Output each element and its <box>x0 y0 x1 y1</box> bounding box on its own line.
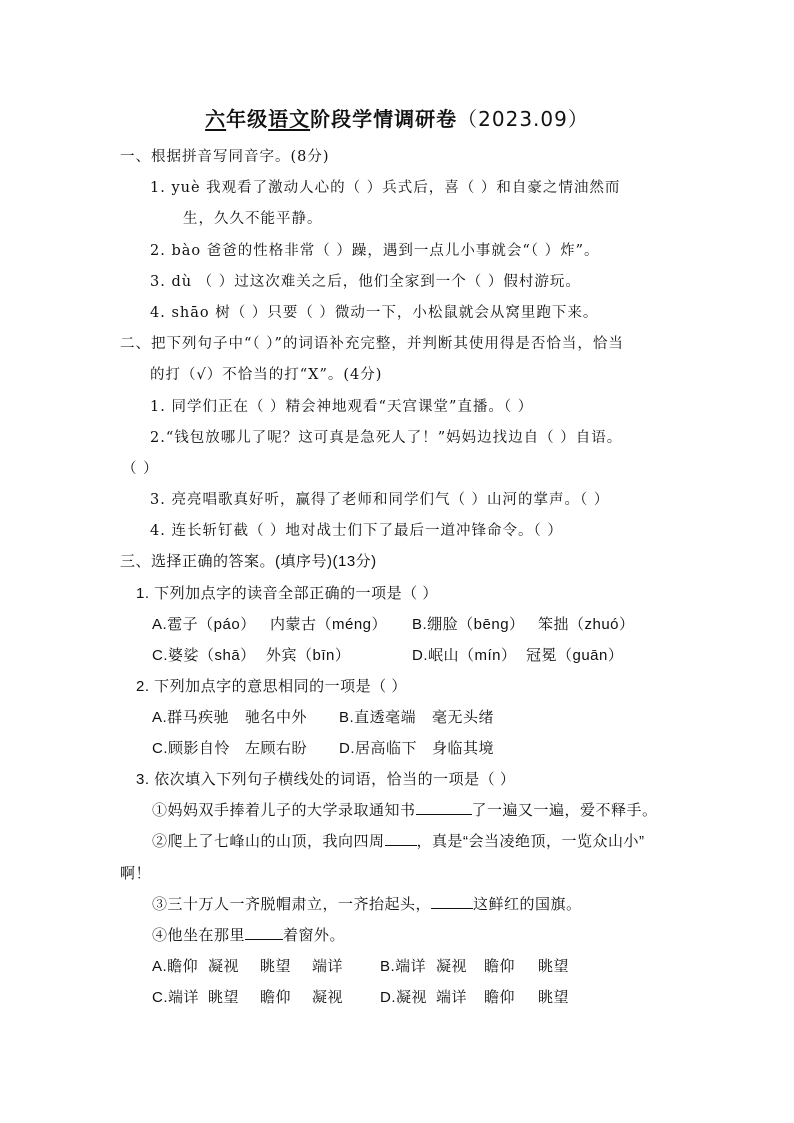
q3-option-a-word3: 眺望 <box>260 958 292 975</box>
q2-option-c-2: 左顾右盼 <box>245 740 308 757</box>
q1-option-c-2: 外宾（bīn） <box>266 647 351 664</box>
q3-option-b-word1: B.端详 <box>380 958 427 975</box>
q3-s4-pre: ④他坐在那里 <box>152 927 246 944</box>
q1-option-d-1: D.岷山（mín） <box>412 647 517 664</box>
section3-q1-row2 <box>152 644 623 665</box>
q2-option-a-1: A.群马疾驰 <box>152 709 230 726</box>
section2-heading-line2: 的打（√）不恰当的打“X”。(4分) <box>150 367 383 383</box>
q1-option-b-2: 笨拙（zhuó） <box>538 616 635 633</box>
q3-s3-pre: ③三十万人一齐脱帽肃立，一齐抬起头， <box>152 896 432 913</box>
q2-option-d-1: D.居高临下 <box>339 740 418 757</box>
q3-option-d-word1: D.凝视 <box>380 989 428 1006</box>
q3-option-a-word1: A.瞻仰 <box>152 958 199 975</box>
q1-option-b-1: B.绷脸（bēng） <box>412 616 525 633</box>
q3-option-b-word3: 瞻仰 <box>484 958 516 975</box>
q3-s4-blank <box>245 924 283 940</box>
q3-option-a-word2: 凝视 <box>208 958 240 975</box>
q3-s2-pre: ②爬上了七峰山的山顶，我向四周 <box>152 833 385 850</box>
q3-s1-post: 了一遍又一遍，爱不释手。 <box>471 802 658 819</box>
q3-s3-post: 这鲜红的国旗。 <box>473 896 582 913</box>
q3-option-a-word4: 端详 <box>312 958 344 975</box>
section3-q3-sentence1 <box>152 799 658 820</box>
q3-option-c-word4: 凝视 <box>312 989 344 1006</box>
title-underlined-subject: 语文 <box>268 107 311 131</box>
section2-q1: 1. 同学们正在（ ）精会神地观看“天宫课堂”直播。（ ） <box>150 399 534 415</box>
section3-q1-stem: 1. 下列加点字的读音全部正确的一项是（ ） <box>136 585 438 602</box>
section2-q3: 3. 亮亮唱歌真好听，赢得了老师和同学们气（ ）山河的掌声。（ ） <box>150 492 610 508</box>
section1-q4: 4. shāo 树（ ）只要（ ）微动一下，小松鼠就会从窝里跑下来。 <box>150 305 599 321</box>
title-part-grade: 年级 <box>226 107 269 131</box>
section1-q1-line2: 生，久久不能平静。 <box>183 211 323 227</box>
q3-option-c-word3: 瞻仰 <box>260 989 292 1006</box>
q3-s2-post: ，真是“会当凌绝顶，一览众山小” <box>416 833 645 850</box>
section1-q3: 3. dù （ ）过这次难关之后，他们全家到一个（ ）假村游玩。 <box>150 274 581 290</box>
q3-s1-blank <box>416 799 472 815</box>
section3-q2-stem: 2. 下列加点字的意思相同的一项是（ ） <box>136 678 407 695</box>
q3-option-d-word2: 端详 <box>436 989 468 1006</box>
section3-q3-sentence4 <box>152 924 345 945</box>
q3-option-c-word1: C.端详 <box>152 989 200 1006</box>
q1-option-a-2: 内蒙古（méng） <box>270 616 388 633</box>
q2-option-b-1: B.直透毫端 <box>339 709 417 726</box>
q3-s3-blank <box>431 893 473 909</box>
section3-q2-row1 <box>152 706 494 727</box>
section3-q3-stem: 3. 依次填入下列句子横线处的词语，恰当的一项是（ ） <box>136 771 516 788</box>
q3-option-c-word2: 眺望 <box>208 989 240 1006</box>
q1-option-a-1: A.雹子（páo） <box>152 616 256 633</box>
section3-q1-row1 <box>152 613 635 634</box>
section3-q3-options-ab <box>152 955 569 976</box>
q3-option-b-word2: 凝视 <box>436 958 468 975</box>
title-date: （2023.09） <box>457 107 589 131</box>
title-underlined-char: 六 <box>205 107 227 131</box>
q3-option-b-word4: 眺望 <box>538 958 570 975</box>
q3-s4-post: 着窗外。 <box>283 927 346 944</box>
section2-q4: 4. 连长斩钉截（ ）地对战士们下了最后一道冲锋命令。（ ） <box>150 523 563 539</box>
q3-s2-blank <box>385 830 417 846</box>
section2-q2-line1: 2.“钱包放哪儿了呢？这可真是急死人了！”妈妈边找边自（ ）自语。 <box>150 430 623 446</box>
q1-option-c-1: C.婆娑（shā） <box>152 647 256 664</box>
section3-q3-sentence2 <box>152 830 645 851</box>
q2-option-b-2: 毫无头绪 <box>432 709 495 726</box>
section3-q3-options-cd <box>152 986 569 1007</box>
q3-option-d-word3: 瞻仰 <box>484 989 516 1006</box>
q2-option-d-2: 身临其境 <box>432 740 495 757</box>
section3-q2-row2 <box>152 737 494 758</box>
q2-option-a-2: 驰名中外 <box>245 709 308 726</box>
section3-heading: 三、选择正确的答案。(填序号)(13分) <box>120 553 377 570</box>
section3-q3-sentence2-line2: 啊！ <box>120 865 152 882</box>
title-part-name: 阶段学情调研卷 <box>310 107 458 131</box>
q3-s1-pre: ①妈妈双手捧着儿子的大学录取通知书 <box>152 802 416 819</box>
q3-option-d-word4: 眺望 <box>538 989 570 1006</box>
section3-q3-sentence3 <box>152 893 582 914</box>
section1-q2: 2. bào 爸爸的性格非常（ ）躁，遇到一点儿小事就会“（ ）炸”。 <box>150 243 600 259</box>
section1-q1-line1: 1. yuè 我观看了激动人心的（ ）兵式后，喜（ ）和自豪之情油然而 <box>150 180 621 196</box>
q1-option-d-2: 冠冕（guān） <box>526 647 624 664</box>
q2-option-c-1: C.顾影自怜 <box>152 740 231 757</box>
section2-heading-line1: 二、把下列句子中“（ ）”的词语补充完整，并判断其使用得是否恰当，恰当 <box>120 336 624 352</box>
page-title <box>0 103 794 132</box>
section1-heading: 一、根据拼音写同音字。(8分) <box>120 149 330 165</box>
section2-q2-line2: （ ） <box>122 461 159 477</box>
